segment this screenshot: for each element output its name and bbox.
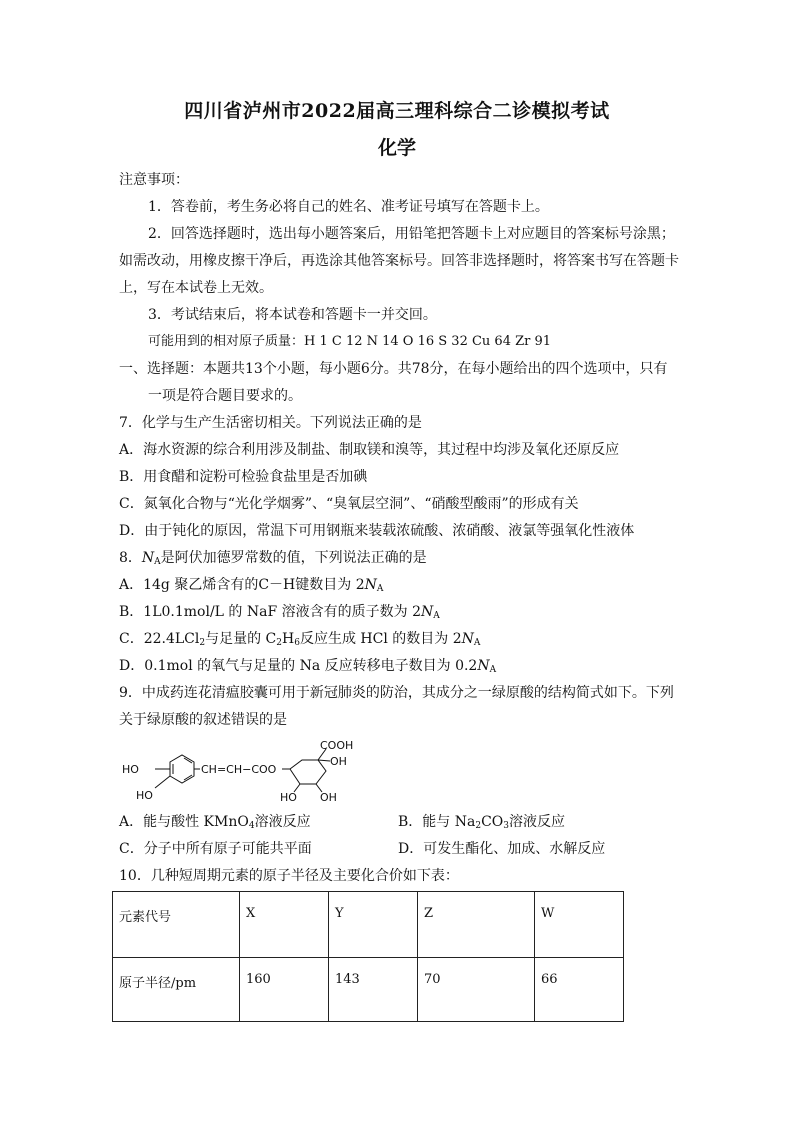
q9-option-c: C．分子中所有原子可能共平面 [119, 841, 312, 857]
linker-label: CH=CH−COO [201, 763, 277, 776]
section-heading-cont: 一项是符合题目要求的。 [148, 388, 302, 404]
table-cell: 原子半径/pm [113, 958, 240, 1022]
table-cell: Z [418, 892, 535, 958]
exam-title: 四川省泸州市2022届高三理科综合二诊模拟考试 [184, 100, 610, 122]
notice-item-2: 2．回答选择题时，选出每小题答案后，用铅笔把答题卡上对应题目的答案标号涂黑； [148, 226, 675, 242]
section-heading: 一、选择题：本题共13个小题，每小题6分。共78分，在每小题给出的四个选项中，只有 [119, 361, 668, 377]
cyclohexane-ring [290, 760, 326, 784]
q9-option-b: B．能与 $Na_2CO_3$溶液反应 [398, 814, 566, 831]
table-cell: 143 [329, 958, 418, 1022]
atomic-mass-line: 可能用到的相对原子质量：H 1 C 12 N 14 O 16 S 32 Cu 64 Zr 91 [148, 334, 552, 349]
notice-heading: 注意事项： [119, 172, 189, 188]
q7-option-d: D．由于钝化的原因，常温下可用钢瓶来装载浓硫酸、浓硝酸、液氯等强氧化性液体 [119, 523, 635, 539]
q8-option-b: B．1L0.1mol/L 的 NaF 溶液含有的质子数为 $2N_A$ [119, 604, 440, 621]
ho-label-bottom: HO [136, 789, 153, 802]
q8-option-d: D．0.1mol 的氧气与足量的 Na 反应转移电子数目为 $0.2N_A$ [119, 658, 497, 675]
q10-stem: 10．几种短周期元素的原子半径及主要化合价如下表： [119, 868, 459, 884]
q9-option-d: D．可发生酯化、加成、水解反应 [398, 841, 606, 857]
table-cell: 160 [240, 958, 329, 1022]
ho-label-top: HO [122, 763, 139, 776]
oh-bottom-label: OH [320, 791, 337, 804]
q8-option-c: C．22.4LCl$_2$与足量的 $C_2H_6$反应生成 HCl 的数目为 $2N_A$ [119, 631, 481, 648]
ho-bottom-label: HO [280, 791, 297, 804]
notice-item-2-cont: 如需改动，用橡皮擦干净后，再选涂其他答案标号。回答非选择题时，将答案书写在答题卡 [119, 253, 679, 269]
q9-stem-cont: 关于绿原酸的叙述错误的是 [119, 712, 287, 728]
q9-stem: 9．中成药连花清瘟胶囊可用于新冠肺炎的防治，其成分之一绿原酸的结构简式如下。下列 [119, 685, 674, 701]
q7-option-c: C．氮氧化合物与“光化学烟雾”、“臭氧层空洞”、“硝酸型酸雨”的形成有关 [119, 496, 579, 512]
table-cell: 元素代号 [113, 892, 240, 958]
subject-title: 化学 [377, 137, 416, 159]
benzene-ring [170, 755, 194, 783]
element-table [112, 891, 624, 1022]
notice-item-2-end: 上，写在本试卷上无效。 [119, 280, 273, 296]
q7-option-b: B．用食醋和淀粉可检验食盐里是否加碘 [119, 469, 368, 485]
cooh-label: COOH [320, 739, 354, 752]
q7-option-a: A．海水资源的综合利用涉及制盐、制取镁和溴等，其过程中均涉及氧化还原反应 [119, 442, 620, 458]
notice-item-1: 1．答卷前，考生务必将自己的姓名、准考证号填写在答题卡上。 [148, 199, 549, 215]
table-cell: X [240, 892, 329, 958]
q9-option-a: A．能与酸性 KMnO$_4$溶液反应 [119, 814, 311, 831]
q7-stem: 7．化学与生产生活密切相关。下列说法正确的是 [119, 415, 422, 431]
table-cell: 66 [535, 958, 624, 1022]
table-row [113, 892, 624, 958]
notice-item-3: 3．考试结束后，将本试卷和答题卡一并交回。 [148, 307, 437, 323]
q8-stem: 8．$N_A$是阿伏加德罗常数的值，下列说法正确的是 [119, 550, 427, 567]
table-cell: W [535, 892, 624, 958]
table-row [113, 958, 624, 1022]
chlorogenic-acid-structure [120, 735, 370, 807]
q8-option-a: A．14g 聚乙烯含有的C－H键数目为 $2N_A$ [119, 577, 384, 594]
table-cell: Y [329, 892, 418, 958]
table-cell: 70 [418, 958, 535, 1022]
oh-ring-label: OH [330, 755, 347, 768]
